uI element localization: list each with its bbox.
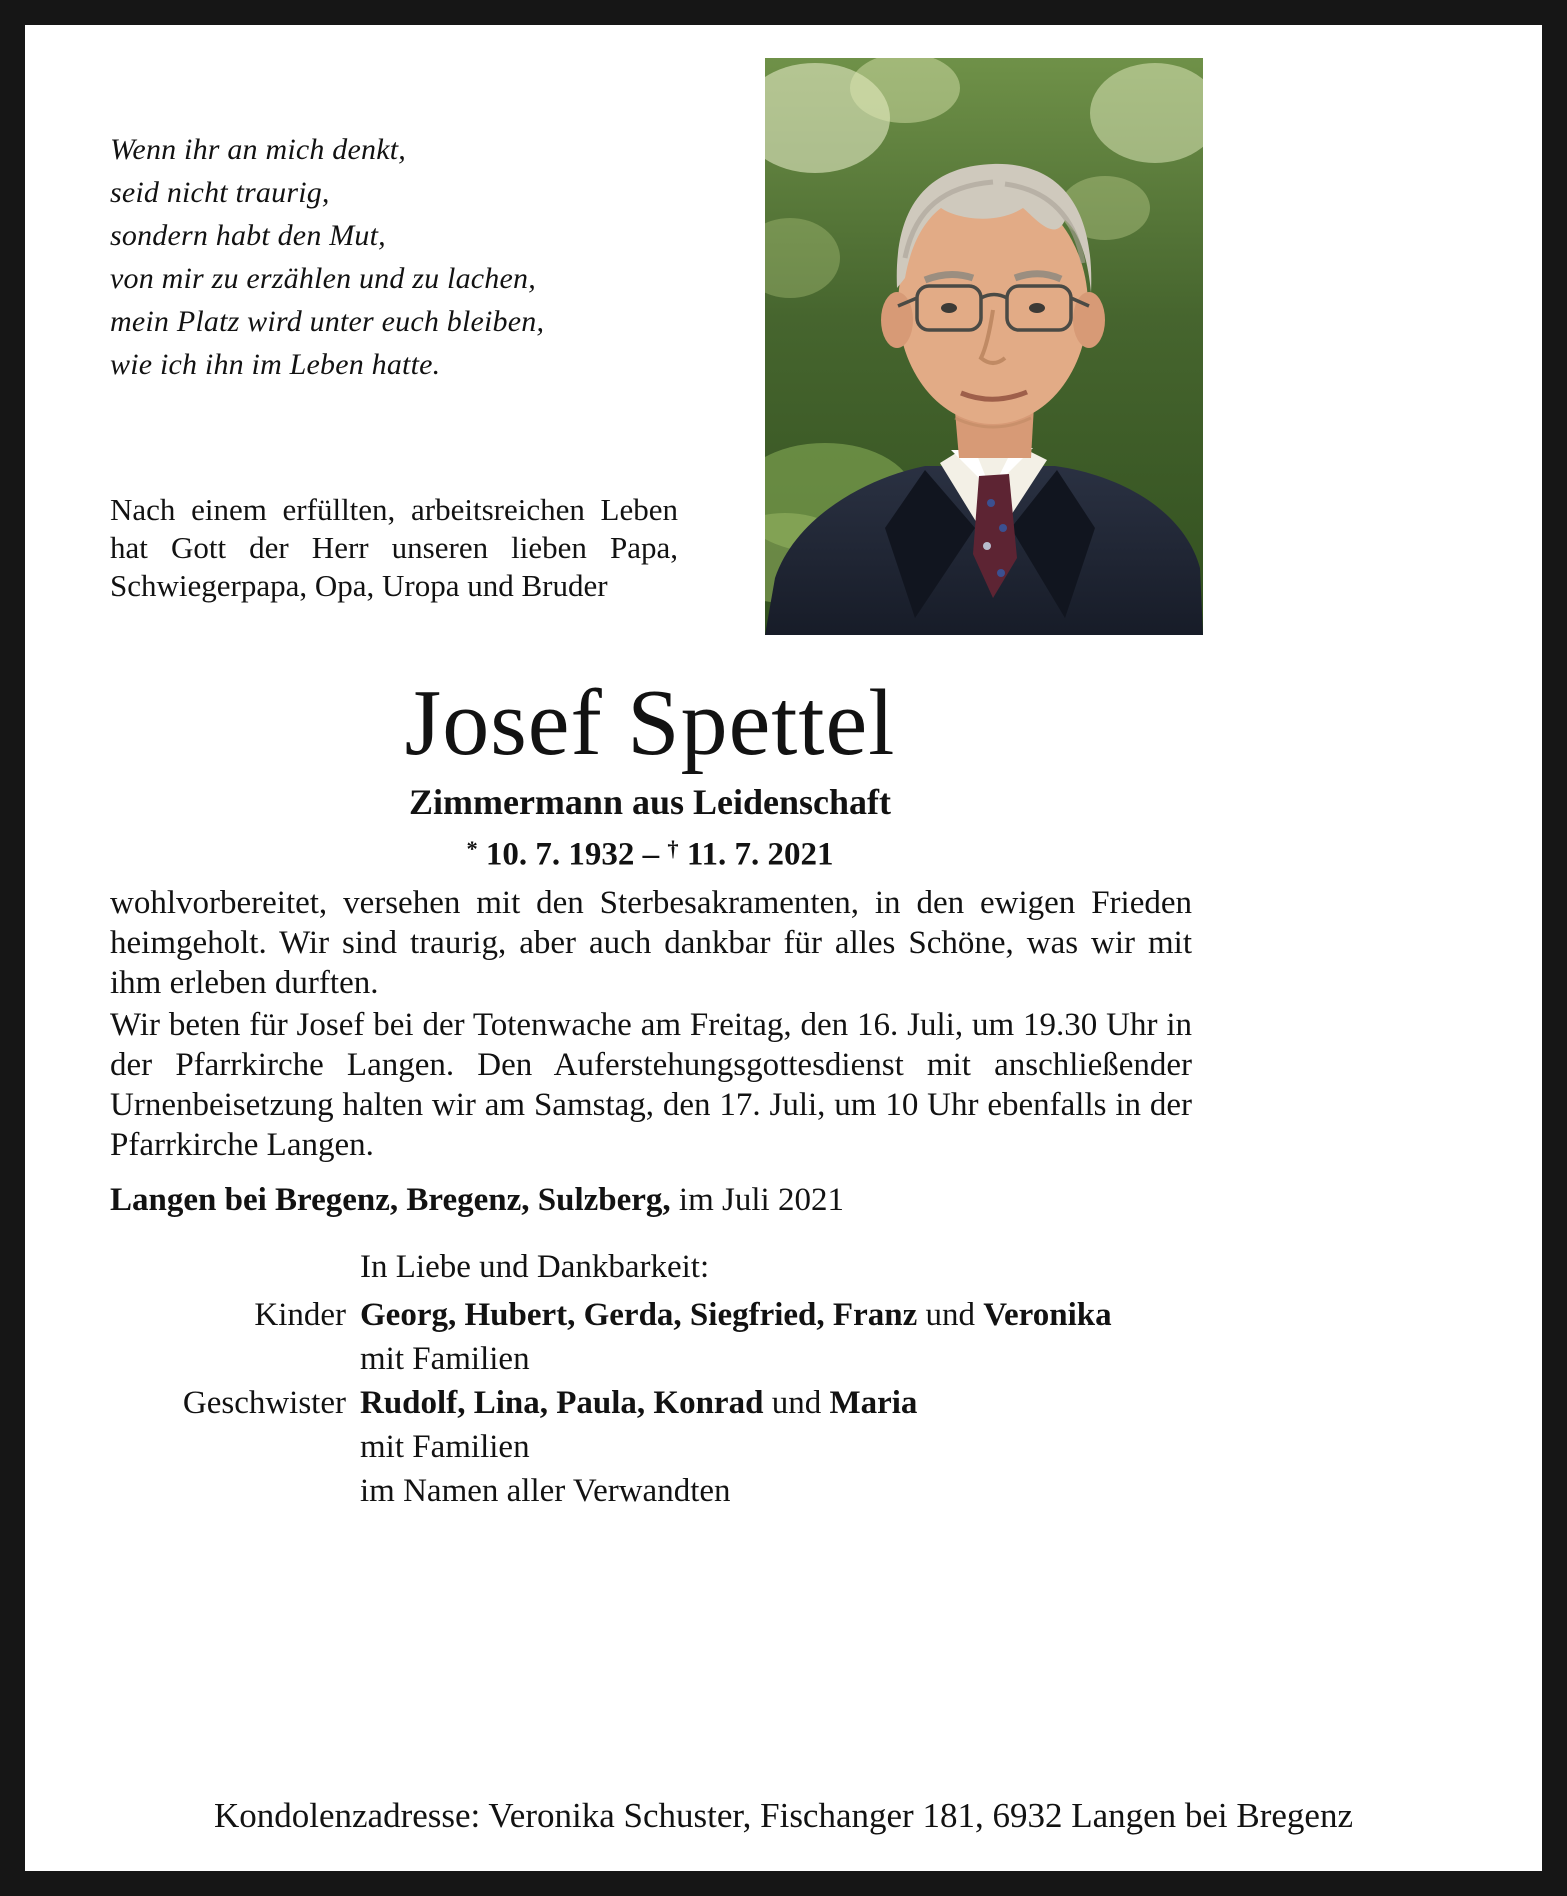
farewell-paragraph: wohlvorbereitet, versehen mit den Sterbesakramenten, in den ewigen Frieden heimgeholt. Wir sind traurig, aber auch dankbar für alles Schöne, was wir mit ihm erleben durften. [110, 885, 1192, 1001]
family-names [360, 1381, 1192, 1425]
family-names [360, 1293, 1192, 1337]
gratitude-heading: In Liebe und Dankbarkeit: [360, 1249, 710, 1285]
family-role-spacer [110, 1469, 346, 1513]
poem-line: sondern habt den Mut, [110, 219, 386, 252]
portrait-photo [765, 58, 1203, 635]
family-role-label: Geschwister [182, 1385, 346, 1421]
family-list [110, 1293, 1192, 1513]
family-subline: im Namen aller Verwandten [360, 1473, 731, 1509]
birth-date: 10. 7. 1932 [485, 836, 635, 873]
portrait-illustration [765, 58, 1203, 635]
family-names-bold: Rudolf, Lina, Paula, Konrad [360, 1385, 764, 1421]
deceased-profession: Zimmermann aus Leidenschaft [408, 782, 891, 822]
family-last-name-bold: Maria [829, 1385, 918, 1421]
location-date-line [110, 1180, 1192, 1220]
death-symbol: † [667, 836, 679, 861]
family-subline: mit Familien [360, 1341, 530, 1377]
memorial-poem [110, 128, 544, 386]
family-last-name-bold: Veronika [983, 1297, 1112, 1333]
poem-line: von mir zu erzählen und zu lachen, [110, 262, 536, 295]
poem-line: Wenn ihr an mich denkt, [110, 133, 406, 166]
obituary-page [25, 25, 1542, 1871]
family-role-spacer [110, 1425, 346, 1469]
intro-paragraph: Nach einem erfüllten, arbeitsreichen Leben hat Gott der Herr unseren lieben Papa, Schwiegerpapa, Opa, Uropa und Bruder [110, 492, 678, 603]
family-connector: und [925, 1297, 975, 1333]
condolence-address: Kondolenzadresse: Veronika Schuster, Fischanger 181, 6932 Langen bei Bregenz [213, 1796, 1354, 1835]
family-subline: mit Familien [360, 1429, 530, 1465]
poem-line: mein Platz wird unter euch bleiben, [110, 305, 545, 338]
location-places: Langen bei Bregenz, Bregenz, Sulzberg, [110, 1182, 671, 1218]
birth-symbol: * [466, 836, 478, 861]
death-date: 11. 7. 2021 [686, 836, 834, 873]
family-names-bold: Georg, Hubert, Gerda, Siegfried, Franz [360, 1297, 918, 1333]
family-role-spacer [110, 1337, 346, 1381]
service-details-paragraph: Wir beten für Josef bei der Totenwache am Freitag, den 16. Juli, um 19.30 Uhr in der Pfarrkirche Langen. Den Auferstehungsgottesdienst mit anschließender Urnenbeisetzung halten wir am Samstag, den 17. Juli, um 10 Uhr ebenfalls in der Pfarrkirche Langen. [110, 1007, 1192, 1163]
family-connector: und [771, 1385, 822, 1421]
deceased-name: Josef Spettel [404, 671, 896, 775]
life-dates [110, 829, 1190, 875]
dates-separator: – [642, 836, 660, 873]
family-role-label: Kinder [254, 1297, 346, 1333]
location-month: im Juli 2021 [678, 1182, 844, 1218]
poem-line: wie ich ihn im Leben hatte. [110, 348, 441, 381]
poem-line: seid nicht traurig, [110, 176, 330, 209]
